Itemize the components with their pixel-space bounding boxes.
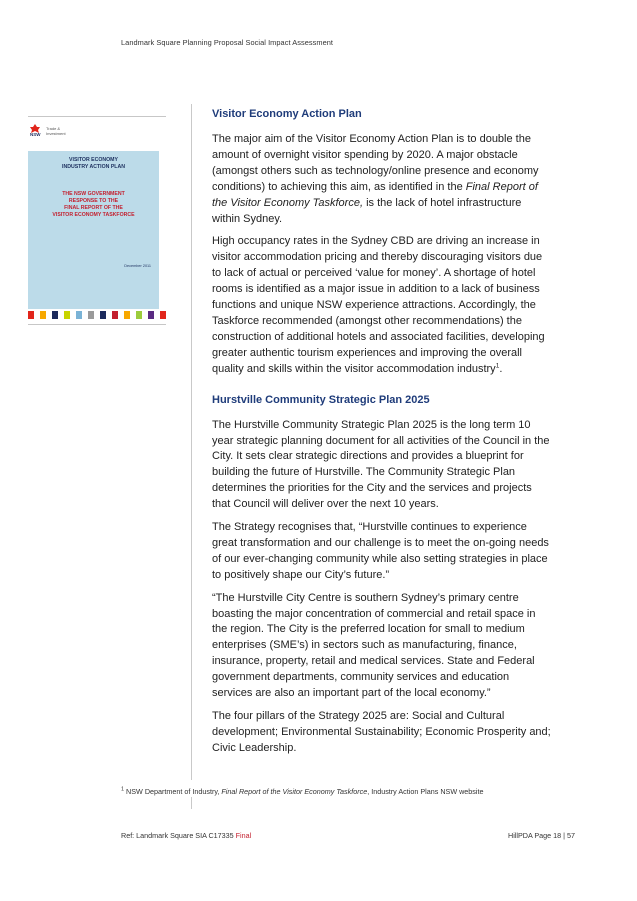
text-run: is the lack of hotel infrastructure within Sydney. (212, 196, 522, 225)
cover-subtitle (28, 191, 159, 219)
running-header: Landmark Square Planning Proposal Social Impact Assessment (121, 38, 334, 47)
footer-reference (121, 831, 251, 840)
paragraph (212, 132, 552, 227)
footer-page-number: HillPDA Page 18 | 57 (508, 831, 575, 840)
cover-title (28, 157, 159, 171)
section-heading-hurstville-plan: Hurstville Community Strategic Plan 2025 (212, 393, 430, 406)
footnote-number: 1 (121, 786, 125, 793)
main-content (212, 106, 552, 764)
footer-ref-text: Ref: Landmark Square SIA C17335 (121, 831, 236, 840)
cover-subtitle-line: RESPONSE TO THE (68, 198, 119, 204)
text-run: . (499, 362, 503, 375)
section-heading-visitor-economy: Visitor Economy Action Plan (212, 108, 362, 120)
logo-line-2: Investment (46, 131, 66, 136)
logo-agency-text (46, 126, 66, 136)
paragraph: The Strategy recognises that, “Hurstville continues to experience great transformation and our challenge is to meet the on-going needs of our ever-changing community while also setting strategies in place to positively shape our City’s future.” (212, 521, 549, 581)
footnote-reference[interactable]: 1 (495, 362, 500, 370)
footer-final-label: Final (235, 831, 252, 840)
cover-subtitle-line: VISITOR ECONOMY TASKFORCE (52, 212, 135, 218)
column-divider (191, 104, 192, 780)
cover-logo (28, 117, 166, 147)
paragraph: The four pillars of the Strategy 2025 are: Social and Cultural development; Environmental Sustainability; Economic Prosperity and; Civic Leadership. (212, 710, 551, 754)
footnote (121, 787, 483, 796)
cover-bottom-rule (28, 324, 166, 325)
paragraph (212, 234, 552, 377)
logo-nsw-text: NSW (30, 132, 41, 137)
report-title-italic: Final Report of the Visitor Economy Taskforce, (212, 180, 538, 209)
text-run: , Industry Action Plans NSW website (367, 787, 484, 796)
paragraph: The Hurstville Community Strategic Plan 2025 is the long term 10 year strategic planning document for all activities of the Council in the City. It sets clear strategic directions and provides a blueprint for building the future of Hurstville. The Community Strategic Plan determines the priorities for the City and the services and projects that Council will deliver over the next 10 years. (212, 418, 550, 511)
cover-color-strip (28, 311, 166, 319)
text-run: The major aim of the Visitor Economy Action Plan is to double the amount of overnight visitor spending by 2020. A major obstacle (amongst others such as technology/online presence and economy conditions) to achieving this aim, as identified in the (212, 133, 539, 193)
cover-title-line: VISITOR ECONOMY (69, 157, 118, 163)
footnote-italic-title: Final Report of the Visitor Economy Taskforce (221, 787, 368, 796)
cover-strip-swatch (160, 311, 166, 319)
text-run: High occupancy rates in the Sydney CBD are driving an increase in visitor accommodation pricing and thereby discouraging visitors due to lack of actual or perceived ‘value for money’. A shortage of hotel rooms is identified as a major issue in addition to a lack of business functions and unique NSW experience attractions. Accordingly, the Taskforce recommended (amongst other recommendations) the construction of additional hotels and associated facilities, developing greater authentic tourism experiences and improving the overall quality and skills within the visitor accommodation industry (212, 235, 545, 375)
cover-subtitle-line: THE NSW GOVERNMENT (62, 191, 125, 197)
logo-line-1: Trade & (46, 126, 61, 131)
paragraph: “The Hurstville City Centre is southern Sydney’s primary centre boasting the major concentration of commercial and retail space in the region. The City is the preferred location for small to medium enterprises (SME’s) in sectors such as manufacturing, finance, insurance, property, retail and medical services. State and Federal government departments, community services and education services are also an important part of the local economy.” (212, 591, 536, 700)
cover-date: December 2011 (124, 264, 151, 268)
report-cover-image (28, 116, 166, 325)
cover-title-line: INDUSTRY ACTION PLAN (62, 164, 125, 170)
cover-subtitle-line: FINAL REPORT OF THE (64, 205, 123, 211)
text-run: NSW Department of Industry, (124, 787, 222, 796)
column-divider-footnote (191, 797, 192, 809)
cover-panel (28, 151, 159, 309)
